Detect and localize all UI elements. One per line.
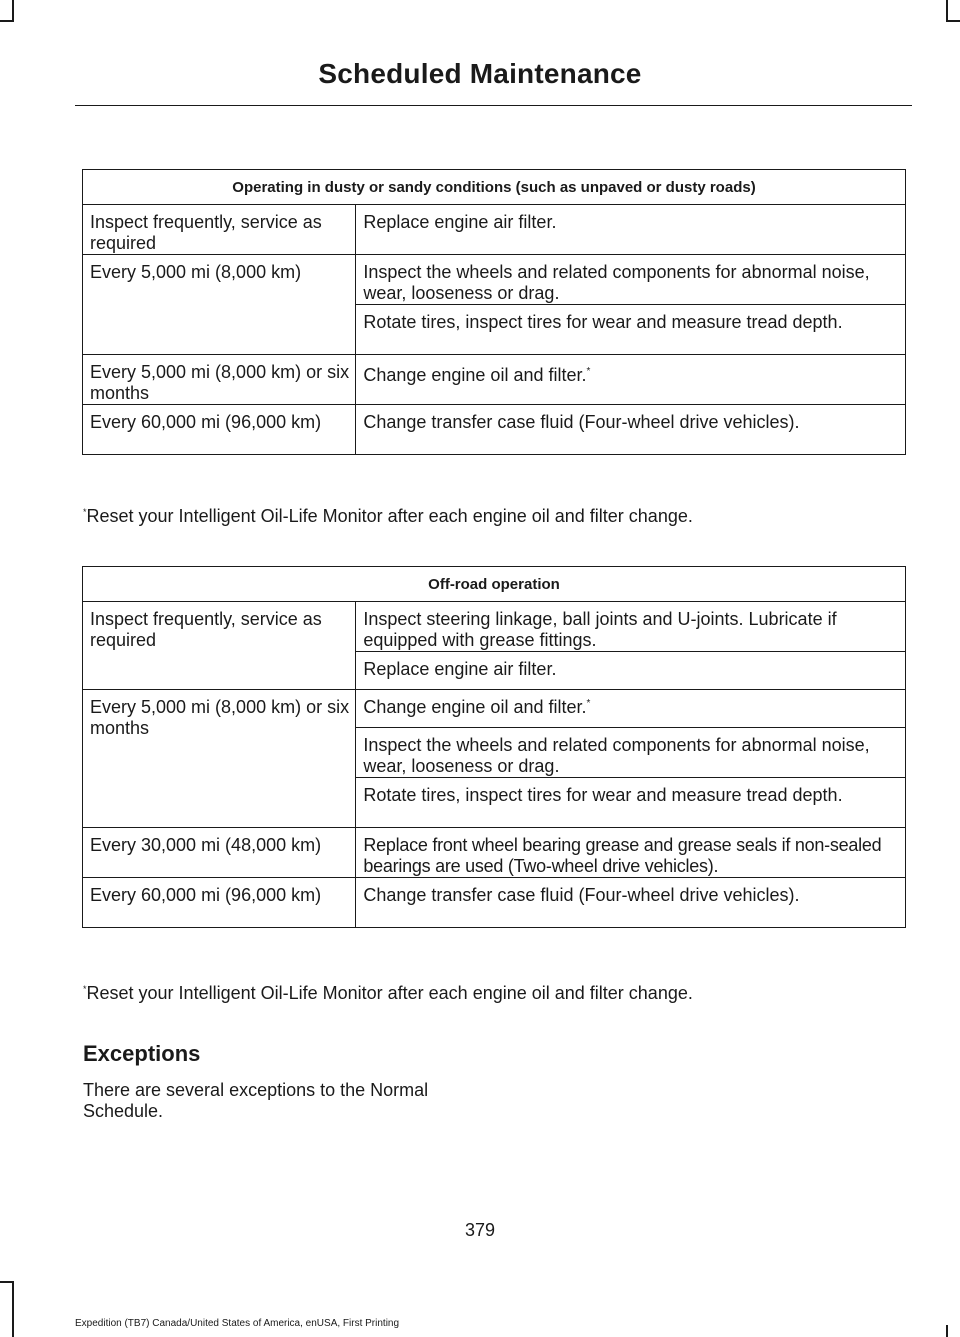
interval-cell: Every 60,000 mi (96,000 km): [83, 405, 356, 455]
interval-cell: Every 5,000 mi (8,000 km): [83, 255, 356, 355]
task-cell: Inspect the wheels and related components for abnormal noise, wear, looseness or drag.: [356, 255, 906, 305]
crop-mark: [12, 1281, 14, 1337]
footnote-marker: *: [83, 507, 87, 517]
task-cell: Replace front wheel bearing grease and grease seals if non-sealed bearings are used (Two-wheel drive vehicles).: [356, 828, 906, 878]
footnote: [83, 983, 693, 1004]
crop-mark: [0, 20, 14, 22]
table-title: Operating in dusty or sandy conditions (such as unpaved or dusty roads): [83, 170, 906, 205]
task-cell: Inspect steering linkage, ball joints and U-joints. Lubricate if equipped with grease fittings.: [356, 602, 906, 652]
interval-cell: Every 5,000 mi (8,000 km) or six months: [83, 355, 356, 405]
crop-mark: [946, 0, 948, 20]
task-cell: Change transfer case fluid (Four-wheel drive vehicles).: [356, 405, 906, 455]
interval-cell: Inspect frequently, service as required: [83, 602, 356, 690]
task-cell: Inspect the wheels and related components for abnormal noise, wear, looseness or drag.: [356, 728, 906, 778]
table-row: [83, 690, 906, 728]
interval-cell: Every 30,000 mi (48,000 km): [83, 828, 356, 878]
footnote-marker: *: [586, 698, 591, 709]
interval-cell: Every 5,000 mi (8,000 km) or six months: [83, 690, 356, 828]
edition-footer: Expedition (TB7) Canada/United States of America, enUSA, First Printing: [75, 1318, 400, 1329]
task-cell: Change transfer case fluid (Four-wheel drive vehicles).: [356, 878, 906, 928]
task-cell: Rotate tires, inspect tires for wear and measure tread depth.: [356, 778, 906, 828]
page-number: 379: [464, 1220, 496, 1240]
section-heading: Exceptions: [83, 1041, 201, 1066]
task-text: Change engine oil and filter.: [363, 697, 587, 717]
task-cell: Replace engine air filter.: [356, 652, 906, 690]
table-row: [83, 828, 906, 878]
off-road-table: [82, 566, 906, 928]
footnote-marker: *: [83, 984, 87, 994]
crop-mark: [946, 1325, 948, 1337]
footnote-text: Reset your Intelligent Oil-Life Monitor after each engine oil and filter change.: [86, 983, 693, 1003]
crop-mark: [12, 0, 14, 20]
interval-cell: Every 60,000 mi (96,000 km): [83, 878, 356, 928]
table-row: [83, 405, 906, 455]
table-row: [83, 602, 906, 652]
footnote-text: Reset your Intelligent Oil-Life Monitor after each engine oil and filter change.: [86, 506, 693, 526]
task-text: Change engine oil and filter.: [363, 365, 587, 385]
task-cell: Replace engine air filter.: [356, 205, 906, 255]
table-row: [83, 355, 906, 405]
task-cell: Rotate tires, inspect tires for wear and measure tread depth.: [356, 305, 906, 355]
table-row: [83, 878, 906, 928]
body-paragraph: There are several exceptions to the Normal Schedule.: [83, 1080, 429, 1121]
page-title: Scheduled Maintenance: [318, 58, 642, 89]
table-title: Off-road operation: [83, 567, 906, 602]
crop-mark: [946, 20, 960, 22]
task-cell: [356, 690, 906, 728]
interval-cell: Inspect frequently, service as required: [83, 205, 356, 255]
crop-mark: [0, 1281, 14, 1283]
header-divider: [75, 105, 912, 106]
dusty-conditions-table: [82, 169, 906, 455]
table-row: [83, 255, 906, 305]
table-row: [83, 205, 906, 255]
footnote-marker: *: [586, 366, 591, 377]
footnote: [83, 506, 693, 527]
task-cell: [356, 355, 906, 405]
